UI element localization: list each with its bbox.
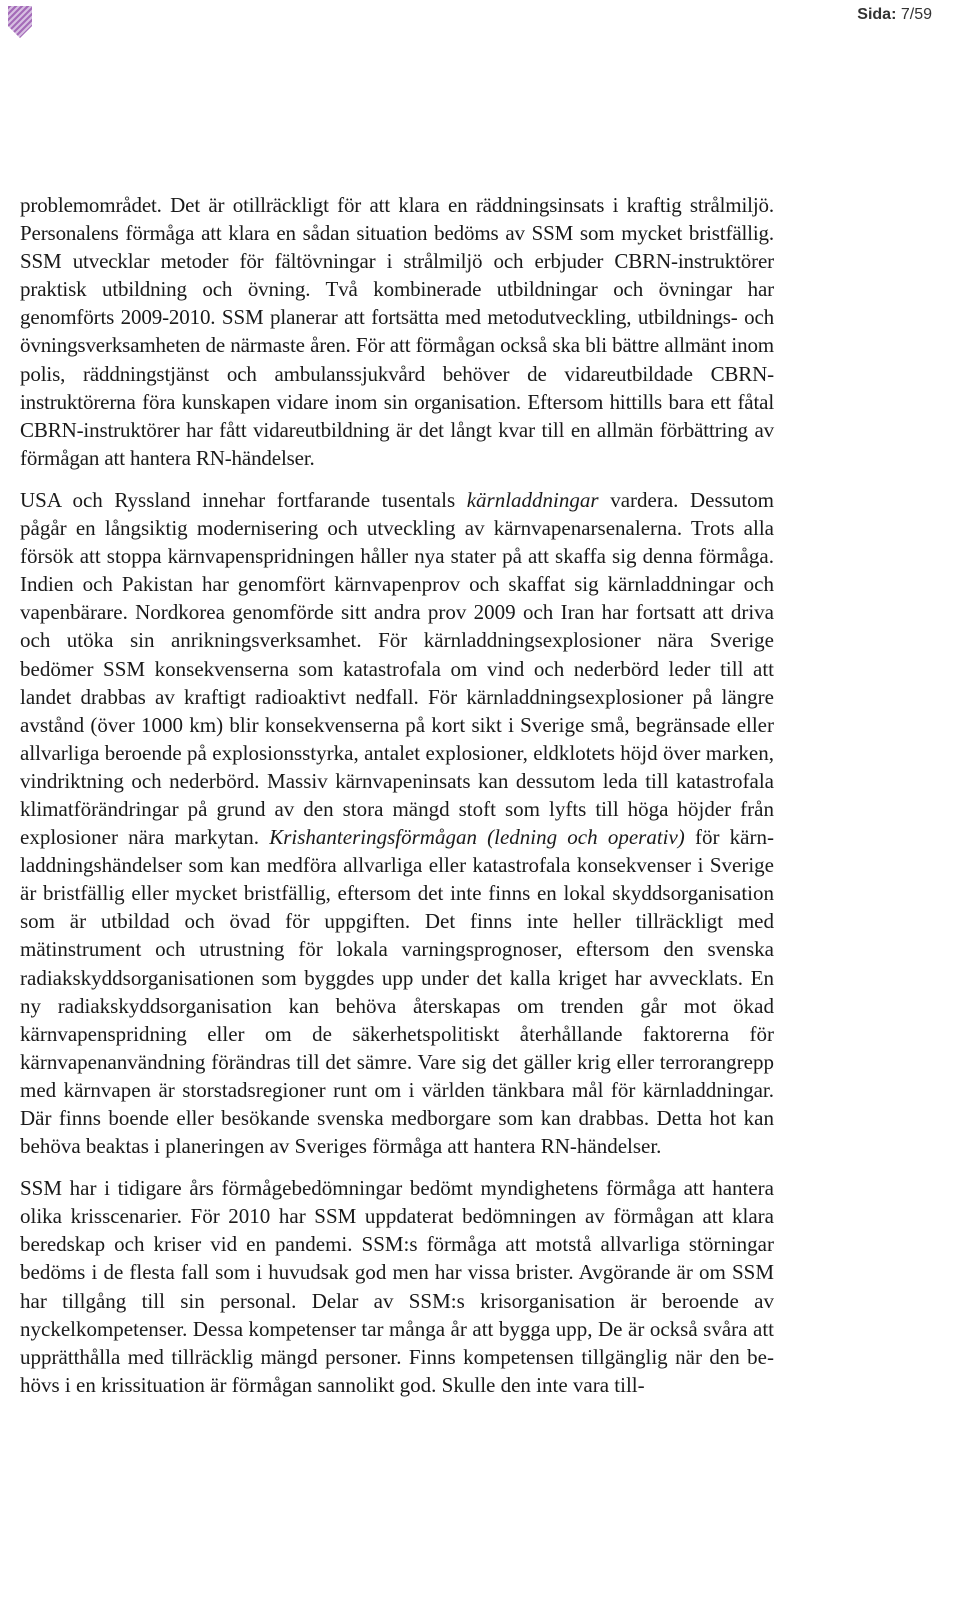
paragraph-text: för kärnladdningshändelser som kan medföra allvarliga eller katastrofala konsekvenser i Sverige är bristfällig eller mycket bristfällig, eftersom det inte finns en lokal skyddsorganisation som är utbildad och övad för uppgiften. Det finns inte heller tillräckligt med mätinstrument och utrustning för lokala varningsprognoser, eftersom den svenska radiakskyddsorganisationen som byggdes upp under det kalla kriget har avvecklats. En ny radiakskyddsorganisation kan behöva återskapas om trenden går mot ökad kärnvapenspridning eller om de säkerhetspolitiskt återhållande faktorerna för kärnvapenanvändning förändras till det sämre. Vare sig det gäller krig eller terrorangrepp med kärnvapen är storstadsregioner runt om i världen tänkbara mål för kärnladdningar. Där finns boende eller besökande svenska medborgare som kan drabbas. Detta hot kan behöva beaktas i planeringen av Sveriges förmåga att hantera RN-händelser. [20,825,774,1159]
paragraph-crisis-scenarios: SSM har i tidigare års förmågebedömningar bedömt myndighetens förmåga att hantera olika krisscenarier. För 2010 har SSM uppdaterat bedömningen av förmågan att klara beredskap och kriser vid en pandemi. SSM:s förmåga att motstå allvarliga störningar bedöms i de flesta fall som i huvudsak god men har vissa brister. Avgörande är om SSM har tillgång till sin personal. Delar av SSM:s krisorganisation är beroende av nyckelkompetenser. Dessa kompetenser tar många år att bygga upp, De är också svåra att upprätthålla med tillräcklig mängd personer. Finns kompetensen tillgänglig när den behövs i en krissituation är förmågan sannolikt god. Skulle den inte vara till- [20,1176,774,1397]
emphasis-term: kärnladdningar [466,487,599,512]
paragraph-capability-training: problemområdet. Det är otillräckligt för att klara en räddningsinsats i kraftig strålmiljö. Personalens förmåga att klara en sådan situation bedöms av SSM som mycket bristfällig. SSM utvecklar metoder för fältövningar i strålmiljö och erbjuder CBRN-instruktörer praktisk utbildning och övning. Två kombinerade utbildningar och övningar har genomförts 2009-2010. SSM planerar att fortsätta med metodutveckling, utbildnings- och övningsverksamheten de närmaste åren. För att förmågan också ska bli bättre allmänt inom polis, räddningstjänst och ambulanssjukvård behöver de vidareutbildade CBRN-instruktörerna föra kunskapen vidare inom sin organisation. Eftersom hittills bara ett fåtal CBRN-instruktörer har fått vidareutbildning är det långt kvar till en allmän förbättring av förmågan att hantera RN-händelser. [20,193,774,470]
organization-logo [6,4,34,40]
page-number [857,6,932,24]
page-number-value: 7/59 [900,6,932,23]
page-number-label: Sida: [857,6,897,23]
document-body [20,191,774,1399]
shield-icon [6,4,34,40]
emphasis-term: Krishanteringsförmågan (ledning och operativ) [269,825,685,850]
paragraph-nuclear-weapons [20,486,774,1160]
paragraph-text: USA och Ryssland innehar fortfarande tusentals [20,487,467,512]
paragraph-text: vardera. Dessutom pågår en långsiktig modernisering och utveckling av kärnvapenarsenalerna. Trots alla försök att stoppa kärnvapenspridningen håller nya stater på att skaffa sig denna förmåga. Indien och Pakistan har genomfört kärnvapenprov och skaffat sig kärnladdningar och vapenbärare. Nordkorea genomförde sitt andra prov 2009 och Iran har fortsatt att driva och utöka sin anrikningsverksamhet. För kärnladdningsexplosioner nära Sverige bedömer SSM konsekvenserna som katastrofala om vind och nederbörd leder till att landet drabbas av kraftigt radioaktivt nedfall. För kärnladdningsexplosioner på längre avstånd (över 1000 km) blir konsekvenserna på kort sikt i Sverige små, begränsade eller allvarliga beroende på explosionsstyrka, antalet explosioner, eldklotets höjd över marken, vindriktning och nederbörd. Massiv kärnvapeninsats kan dessutom leda till katastrofala klimatförändringar på grund av den stora mängd stoft som lyfts till höga höjder från explosioner nära markytan. [20,487,774,850]
